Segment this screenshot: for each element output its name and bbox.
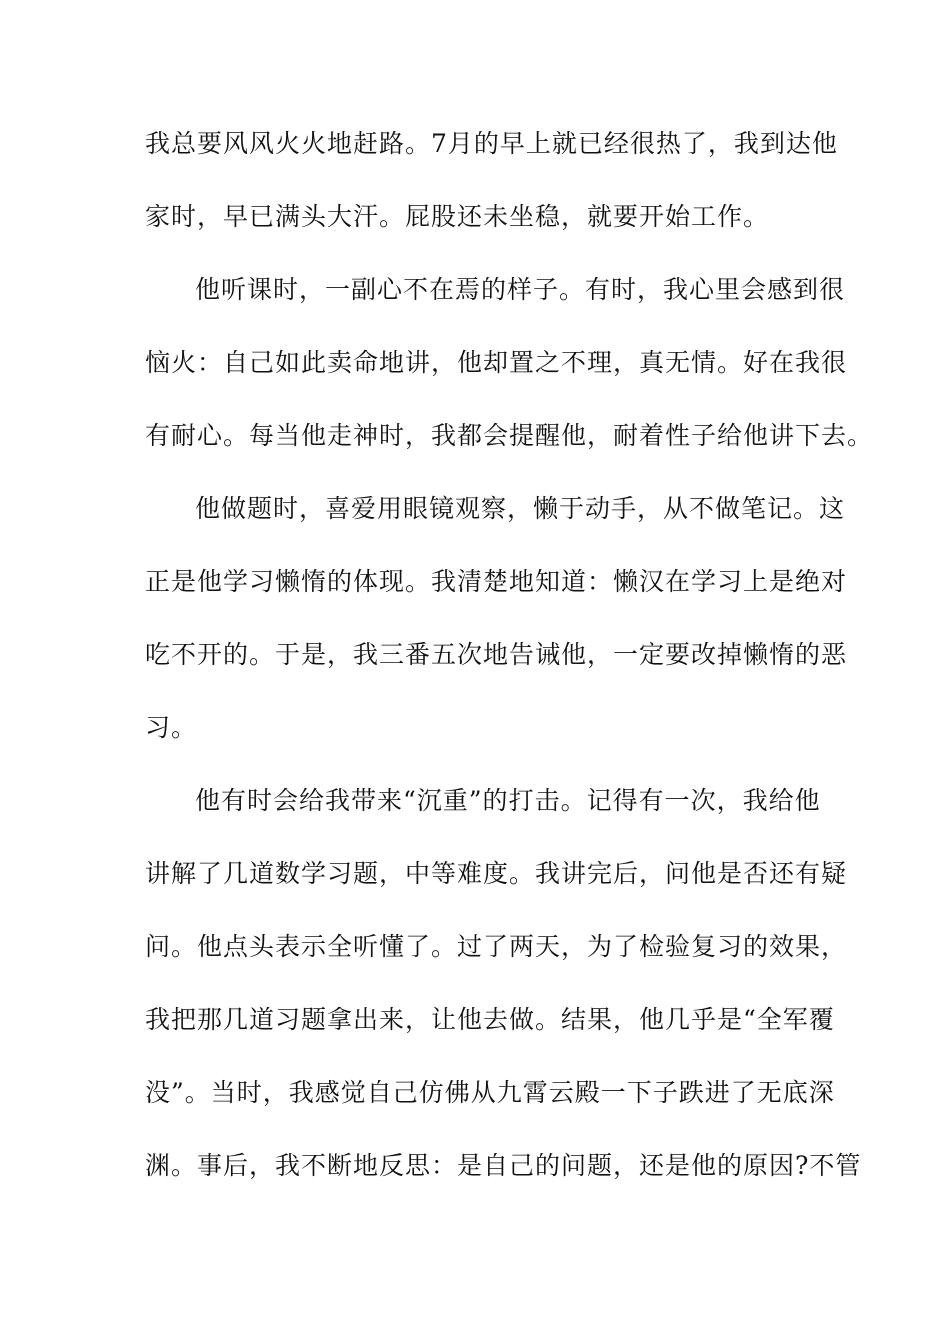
text-line: 习。 bbox=[145, 713, 198, 742]
body-text bbox=[145, 126, 874, 1221]
text-line: 正是他学习懒惰的体现。我清楚地知道：懒汉在学习上是绝对 bbox=[145, 567, 848, 596]
text-line: 家时，早已满头大汗。屁股还未坐稳，就要开始工作。 bbox=[145, 202, 770, 231]
text-line: 恼火：自己如此卖命地讲，他却置之不理，真无情。好在我很 bbox=[145, 348, 848, 377]
text-line: 问。他点头表示全听懂了。过了两天，为了检验复习的效果， bbox=[145, 932, 848, 961]
text-line: 吃不开的。于是，我三番五次地告诫他，一定要改掉懒惰的恶 bbox=[145, 640, 848, 669]
text-line: 讲解了几道数学习题，中等难度。我讲完后，问他是否还有疑 bbox=[145, 859, 848, 888]
text-line: 有耐心。每当他走神时，我都会提醒他，耐着性子给他讲下去。 bbox=[145, 421, 874, 450]
text-line: 我总要风风火火地赶路。7月的早上就已经很热了，我到达他 bbox=[145, 129, 838, 158]
text-line: 他有时会给我带来“沉重”的打击。记得有一次，我给他 bbox=[195, 786, 821, 815]
text-line: 他做题时，喜爱用眼镜观察，懒于动手，从不做笔记。这 bbox=[195, 494, 846, 523]
text-line: 他听课时，一副心不在焉的样子。有时，我心里会感到很 bbox=[195, 275, 846, 304]
text-line: 没”。当时，我感觉自己仿佛从九霄云殿一下子跌进了无底深 bbox=[145, 1078, 835, 1107]
text-line: 渊。事后，我不断地反思：是自己的问题，还是他的原因?不管 bbox=[145, 1151, 862, 1180]
text-line: 我把那几道习题拿出来，让他去做。结果，他几乎是“全军覆 bbox=[145, 1005, 835, 1034]
